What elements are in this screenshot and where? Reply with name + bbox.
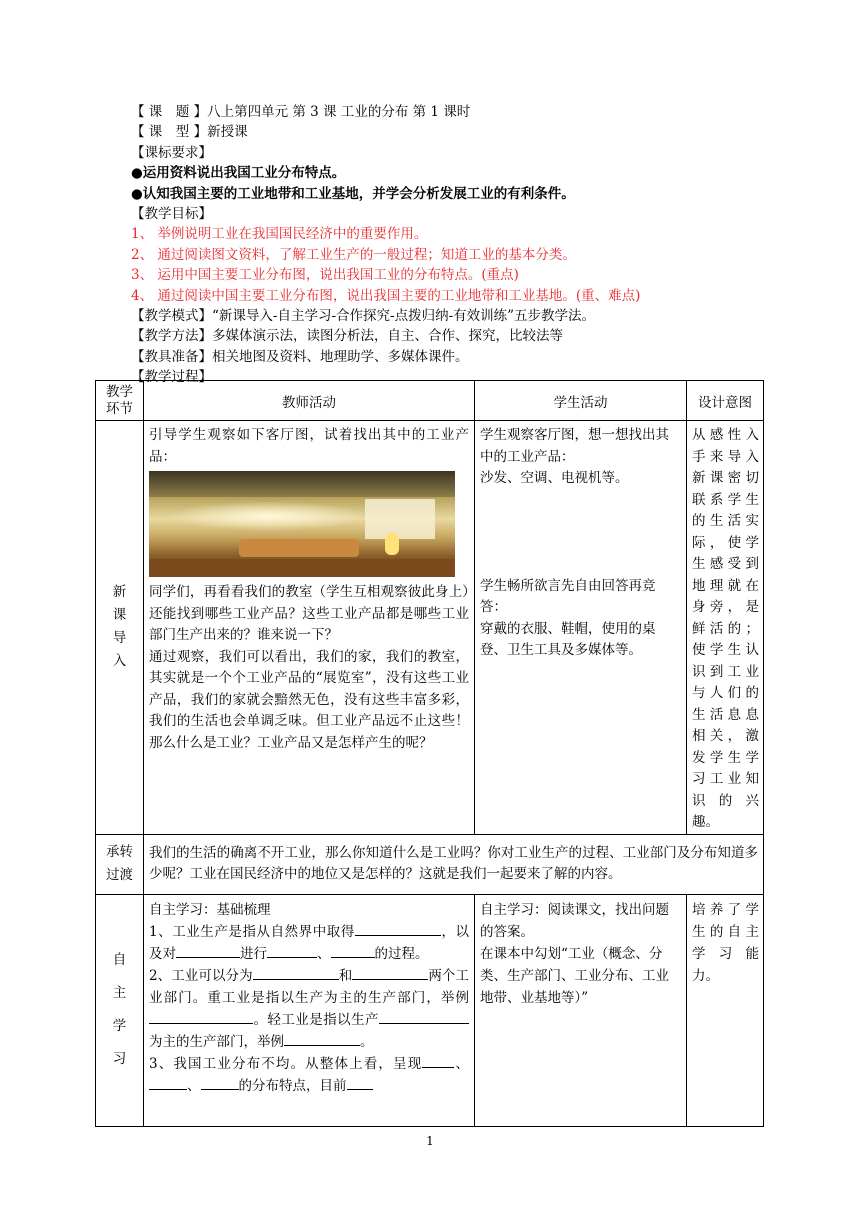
mode-label: 【教学模式】 bbox=[131, 308, 212, 325]
tools-value: 相关地图及资料、地理助学、多媒体课件。 bbox=[212, 348, 469, 365]
table-row-transition bbox=[96, 834, 764, 894]
q-text: 、 bbox=[187, 1077, 201, 1094]
standard-item: ●认知我国主要的工业地带和工业基地，并学会分析发展工业的有利条件。 bbox=[131, 185, 575, 202]
q-text: 为主的生产部门，举例 bbox=[149, 1033, 284, 1050]
teacher-text: 引导学生观察如下客厅图，试着找出其中的工业产品： bbox=[149, 427, 469, 465]
goal-item: 4、 通过阅读中国主要工业分布图，说出我国主要的工业地带和工业基地。(重、难点) bbox=[131, 287, 641, 304]
student-cell-intro bbox=[475, 421, 687, 835]
q-text: 、 bbox=[454, 1055, 470, 1072]
q-text: 2、工业可以分为 bbox=[149, 967, 253, 984]
course-value: 八上第四单元 第 3 课 工业的分布 第 1 课时 bbox=[207, 104, 471, 120]
table-header-row bbox=[96, 381, 764, 421]
worksheet bbox=[144, 895, 474, 1097]
student-text: 学生畅所欲言先自由回答再竞答： bbox=[480, 577, 656, 615]
page-number: 1 bbox=[426, 1134, 434, 1148]
answer-blank[interactable] bbox=[379, 1010, 469, 1024]
answer-blank[interactable] bbox=[284, 1032, 360, 1046]
q-text: 的分布特点，目前 bbox=[238, 1077, 347, 1094]
q-text: 和 bbox=[338, 967, 353, 984]
answer-blank[interactable] bbox=[331, 944, 375, 958]
photo-light bbox=[169, 501, 369, 531]
goal-item: 3、 运用中国主要工业分布图，说出我国工业的分布特点。(重点) bbox=[131, 267, 519, 284]
answer-blank[interactable] bbox=[267, 944, 317, 958]
stage-cell-intro bbox=[96, 421, 144, 835]
photo-lamp bbox=[385, 533, 399, 555]
mode-line bbox=[131, 306, 781, 326]
q-text: 1、工业生产是指从自然界中取得 bbox=[149, 923, 355, 940]
student-activity bbox=[475, 895, 686, 1009]
type-value: 新授课 bbox=[207, 124, 248, 141]
question-1 bbox=[149, 921, 469, 965]
type-label: 【 课 型 】 bbox=[131, 124, 208, 141]
table-row-intro bbox=[96, 421, 764, 835]
photo-ceiling bbox=[149, 471, 455, 497]
spacer bbox=[480, 490, 681, 576]
q-text: 3、我国工业分布不均。从整体上看，呈现 bbox=[149, 1055, 423, 1072]
student-activity bbox=[475, 421, 686, 662]
header-stage-text: 教学环节 bbox=[106, 383, 133, 417]
answer-blank[interactable] bbox=[347, 1076, 373, 1090]
stage-cell-selfstudy bbox=[96, 894, 144, 1126]
course-label: 【 课 题 】 bbox=[131, 104, 208, 120]
q-text: 两个工业部门。重工业是指以生产 bbox=[149, 967, 470, 1006]
answer-blank[interactable] bbox=[355, 922, 441, 936]
q-text: 进行 bbox=[240, 945, 267, 962]
process-label: 【教学过程】 bbox=[131, 369, 212, 386]
mode-value: “新课导入-自主学习-合作探究-点拨归纳-有效训练”五步教学法。 bbox=[212, 308, 596, 325]
q-text: 。 bbox=[360, 1033, 374, 1050]
goal-item: 1、 举例说明工业在我国国民经济中的重要作用。 bbox=[131, 226, 428, 243]
student-text: 穿戴的衣服、鞋帽，使用的桌登、卫生工具及多媒体等。 bbox=[480, 620, 656, 658]
student-text: 学生观察客厅图，想一想找出其中的工业产品： bbox=[480, 427, 669, 465]
student-cell-selfstudy bbox=[475, 894, 687, 1126]
lesson-header bbox=[131, 102, 781, 388]
living-room-photo bbox=[149, 471, 455, 577]
method-line bbox=[131, 326, 781, 346]
answer-blank[interactable] bbox=[149, 1010, 253, 1024]
answer-blank[interactable] bbox=[201, 1076, 239, 1090]
answer-blank[interactable] bbox=[176, 944, 240, 958]
answer-blank[interactable] bbox=[149, 1076, 187, 1090]
header-student: 学生活动 bbox=[475, 381, 687, 421]
teacher-activity bbox=[144, 421, 474, 754]
goal-item: 2、 通过阅读图文资料，了解工业生产的一般过程；知道工业的基本分类。 bbox=[131, 246, 576, 263]
transition-cell bbox=[144, 834, 764, 894]
tools-label: 【教具准备】 bbox=[131, 348, 212, 365]
teacher-text: 同学们，再看看我们的教室（学生互相观察彼此身上）还能找到哪些工业产品？这些工业产品都是哪些工业部门生产出来的？谁来说一下？ bbox=[149, 584, 469, 643]
header-stage bbox=[96, 381, 144, 421]
answer-blank[interactable] bbox=[422, 1054, 454, 1068]
answer-blank[interactable] bbox=[253, 966, 339, 980]
q-text: 为主的生产部门，举例 bbox=[324, 989, 470, 1006]
stage-cell-transition bbox=[96, 834, 144, 894]
question-2 bbox=[149, 965, 469, 1053]
q-text: 的过程。 bbox=[374, 945, 429, 962]
transition-text: 我们的生活的确离不开工业，那么你知道什么是工业吗？你对工业生产的过程、工业部门及分布知道多少呢？工业在国民经济中的地位又是怎样的？这就是我们一起要来了解的内容。 bbox=[149, 844, 758, 882]
type-line bbox=[131, 122, 781, 142]
intent-text: 从感性入手来导入新课密切联系学生的生活实际，使学生感受到地理就在身旁，是鲜活的；使学生认识到工业与人们的生活息息相关，激发学生学习工业知识的兴趣。 bbox=[692, 427, 759, 830]
answer-blank[interactable] bbox=[352, 966, 428, 980]
student-text: 沙发、空调、电视机等。 bbox=[480, 470, 629, 486]
photo-floor bbox=[149, 559, 455, 577]
course-line bbox=[131, 102, 781, 122]
photo-window bbox=[365, 499, 435, 539]
intent-cell-selfstudy bbox=[687, 894, 764, 1126]
goal-label: 【教学目标】 bbox=[131, 206, 212, 223]
teacher-text: 通过观察，我们可以看出，我们的家，我们的教室，其实就是一个个工业产品的“展览室”，没有这些工业产品，我们的家就会黯然无色，没有这些丰富多彩，我们的生活也会单调乏味。但工业产品远不止这些！那么什么是工业？工业产品又是怎样产生的呢？ bbox=[149, 648, 469, 751]
header-teacher: 教师活动 bbox=[144, 381, 475, 421]
teacher-cell-intro bbox=[144, 421, 475, 835]
q-text: 、 bbox=[317, 945, 331, 962]
intent-text: 培养了学生的自主学习能力。 bbox=[692, 901, 759, 984]
stage-label: 自主学习 bbox=[112, 952, 127, 1067]
worksheet-title: 自主学习：基础梳理 bbox=[149, 901, 271, 918]
q-text: 。轻工业是指以生产 bbox=[253, 1011, 379, 1028]
student-text: 自主学习：阅读课文，找出问题的答案。 bbox=[480, 901, 669, 940]
method-label: 【教学方法】 bbox=[131, 328, 212, 345]
method-value: 多媒体演示法，读图分析法，自主、合作、探究，比较法等 bbox=[212, 328, 563, 345]
standard-item: ●运用资料说出我国工业分布特点。 bbox=[131, 165, 346, 182]
q-text: ，以及对 bbox=[149, 923, 469, 962]
student-text: 在课本中勾划“工业（概念、分类、生产部门、工业分布、工业地带、业基地等）” bbox=[480, 945, 669, 1006]
standard-label: 【课标要求】 bbox=[131, 144, 212, 161]
teacher-cell-selfstudy bbox=[144, 894, 475, 1126]
intent-cell-intro bbox=[687, 421, 764, 835]
question-3 bbox=[149, 1053, 469, 1097]
header-intent: 设计意图 bbox=[687, 381, 764, 421]
table-row-selfstudy bbox=[96, 894, 764, 1126]
stage-label: 新课导入 bbox=[112, 584, 127, 670]
photo-sofa bbox=[239, 539, 359, 557]
lesson-process-table bbox=[95, 380, 764, 1127]
tools-line bbox=[131, 347, 781, 367]
stage-label: 承转过渡 bbox=[106, 844, 133, 883]
